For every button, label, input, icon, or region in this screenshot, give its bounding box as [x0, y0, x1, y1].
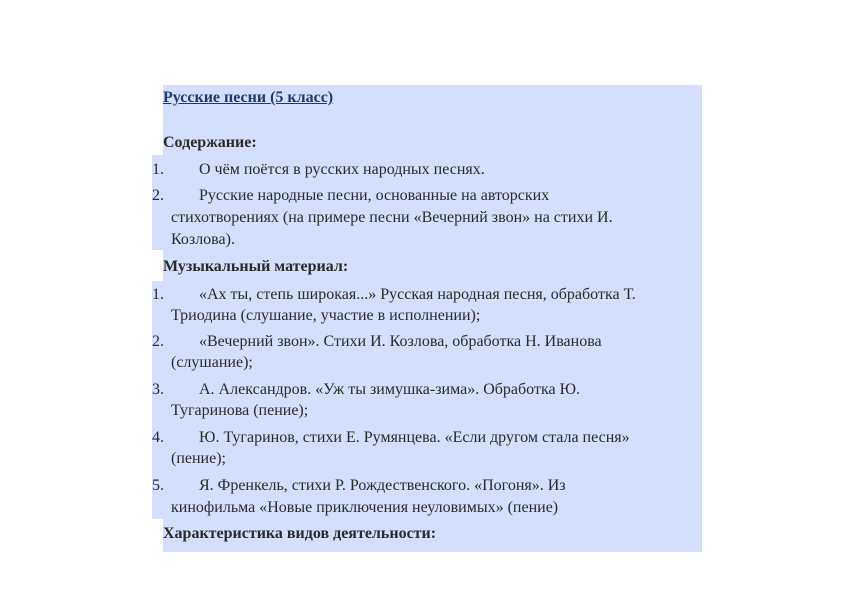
content-heading: Содержание:: [163, 134, 257, 151]
material-item-2-line-1: «Вечерний звон». Стихи И. Козлова, обработка Н. Иванова: [199, 333, 602, 350]
material-item-1-line-2: Триодина (слушание, участие в исполнении);: [171, 307, 481, 324]
content-item-1-line-1: О чём поётся в русских народных песнях.: [199, 161, 485, 178]
material-item-1-number: 1.: [152, 286, 164, 303]
material-item-1-line-1: «Ах ты, степь широкая...» Русская народная песня, обработка Т.: [199, 286, 636, 303]
material-item-3-line-2: Тугаринова (пение);: [171, 402, 309, 419]
material-item-4-number: 4.: [152, 429, 164, 446]
activities-heading: Характеристика видов деятельности:: [163, 525, 437, 542]
material-item-3-line-1: А. Александров. «Уж ты зимушка-зима». Обработка Ю.: [199, 381, 581, 398]
content-item-2-line-3: Козлова).: [171, 231, 235, 248]
material-item-3-number: 3.: [152, 381, 164, 398]
content-item-2-number: 2.: [152, 187, 164, 204]
document-title[interactable]: Русские песни (5 класс): [163, 89, 334, 106]
material-item-2-number: 2.: [152, 333, 164, 350]
content-item-2-line-1: Русские народные песни, основанные на авторских: [199, 187, 550, 204]
material-item-5-line-2: кинофильма «Новые приключения неуловимых» (пение): [171, 499, 559, 516]
material-heading: Музыкальный материал:: [163, 258, 349, 275]
material-item-2-line-2: (слушание);: [171, 354, 253, 371]
content-item-2-line-2: стихотворениях (на примере песни «Вечерний звон» на стихи И.: [171, 209, 613, 226]
material-item-4-line-2: (пение);: [171, 450, 226, 467]
content-item-1-number: 1.: [152, 161, 164, 178]
material-item-5-line-1: Я. Френкель, стихи Р. Рождественского. «Погоня». Из: [199, 477, 566, 494]
material-item-5-number: 5.: [152, 477, 164, 494]
material-item-4-line-1: Ю. Тугаринов, стихи Е. Румянцева. «Если другом стала песня»: [199, 429, 630, 446]
